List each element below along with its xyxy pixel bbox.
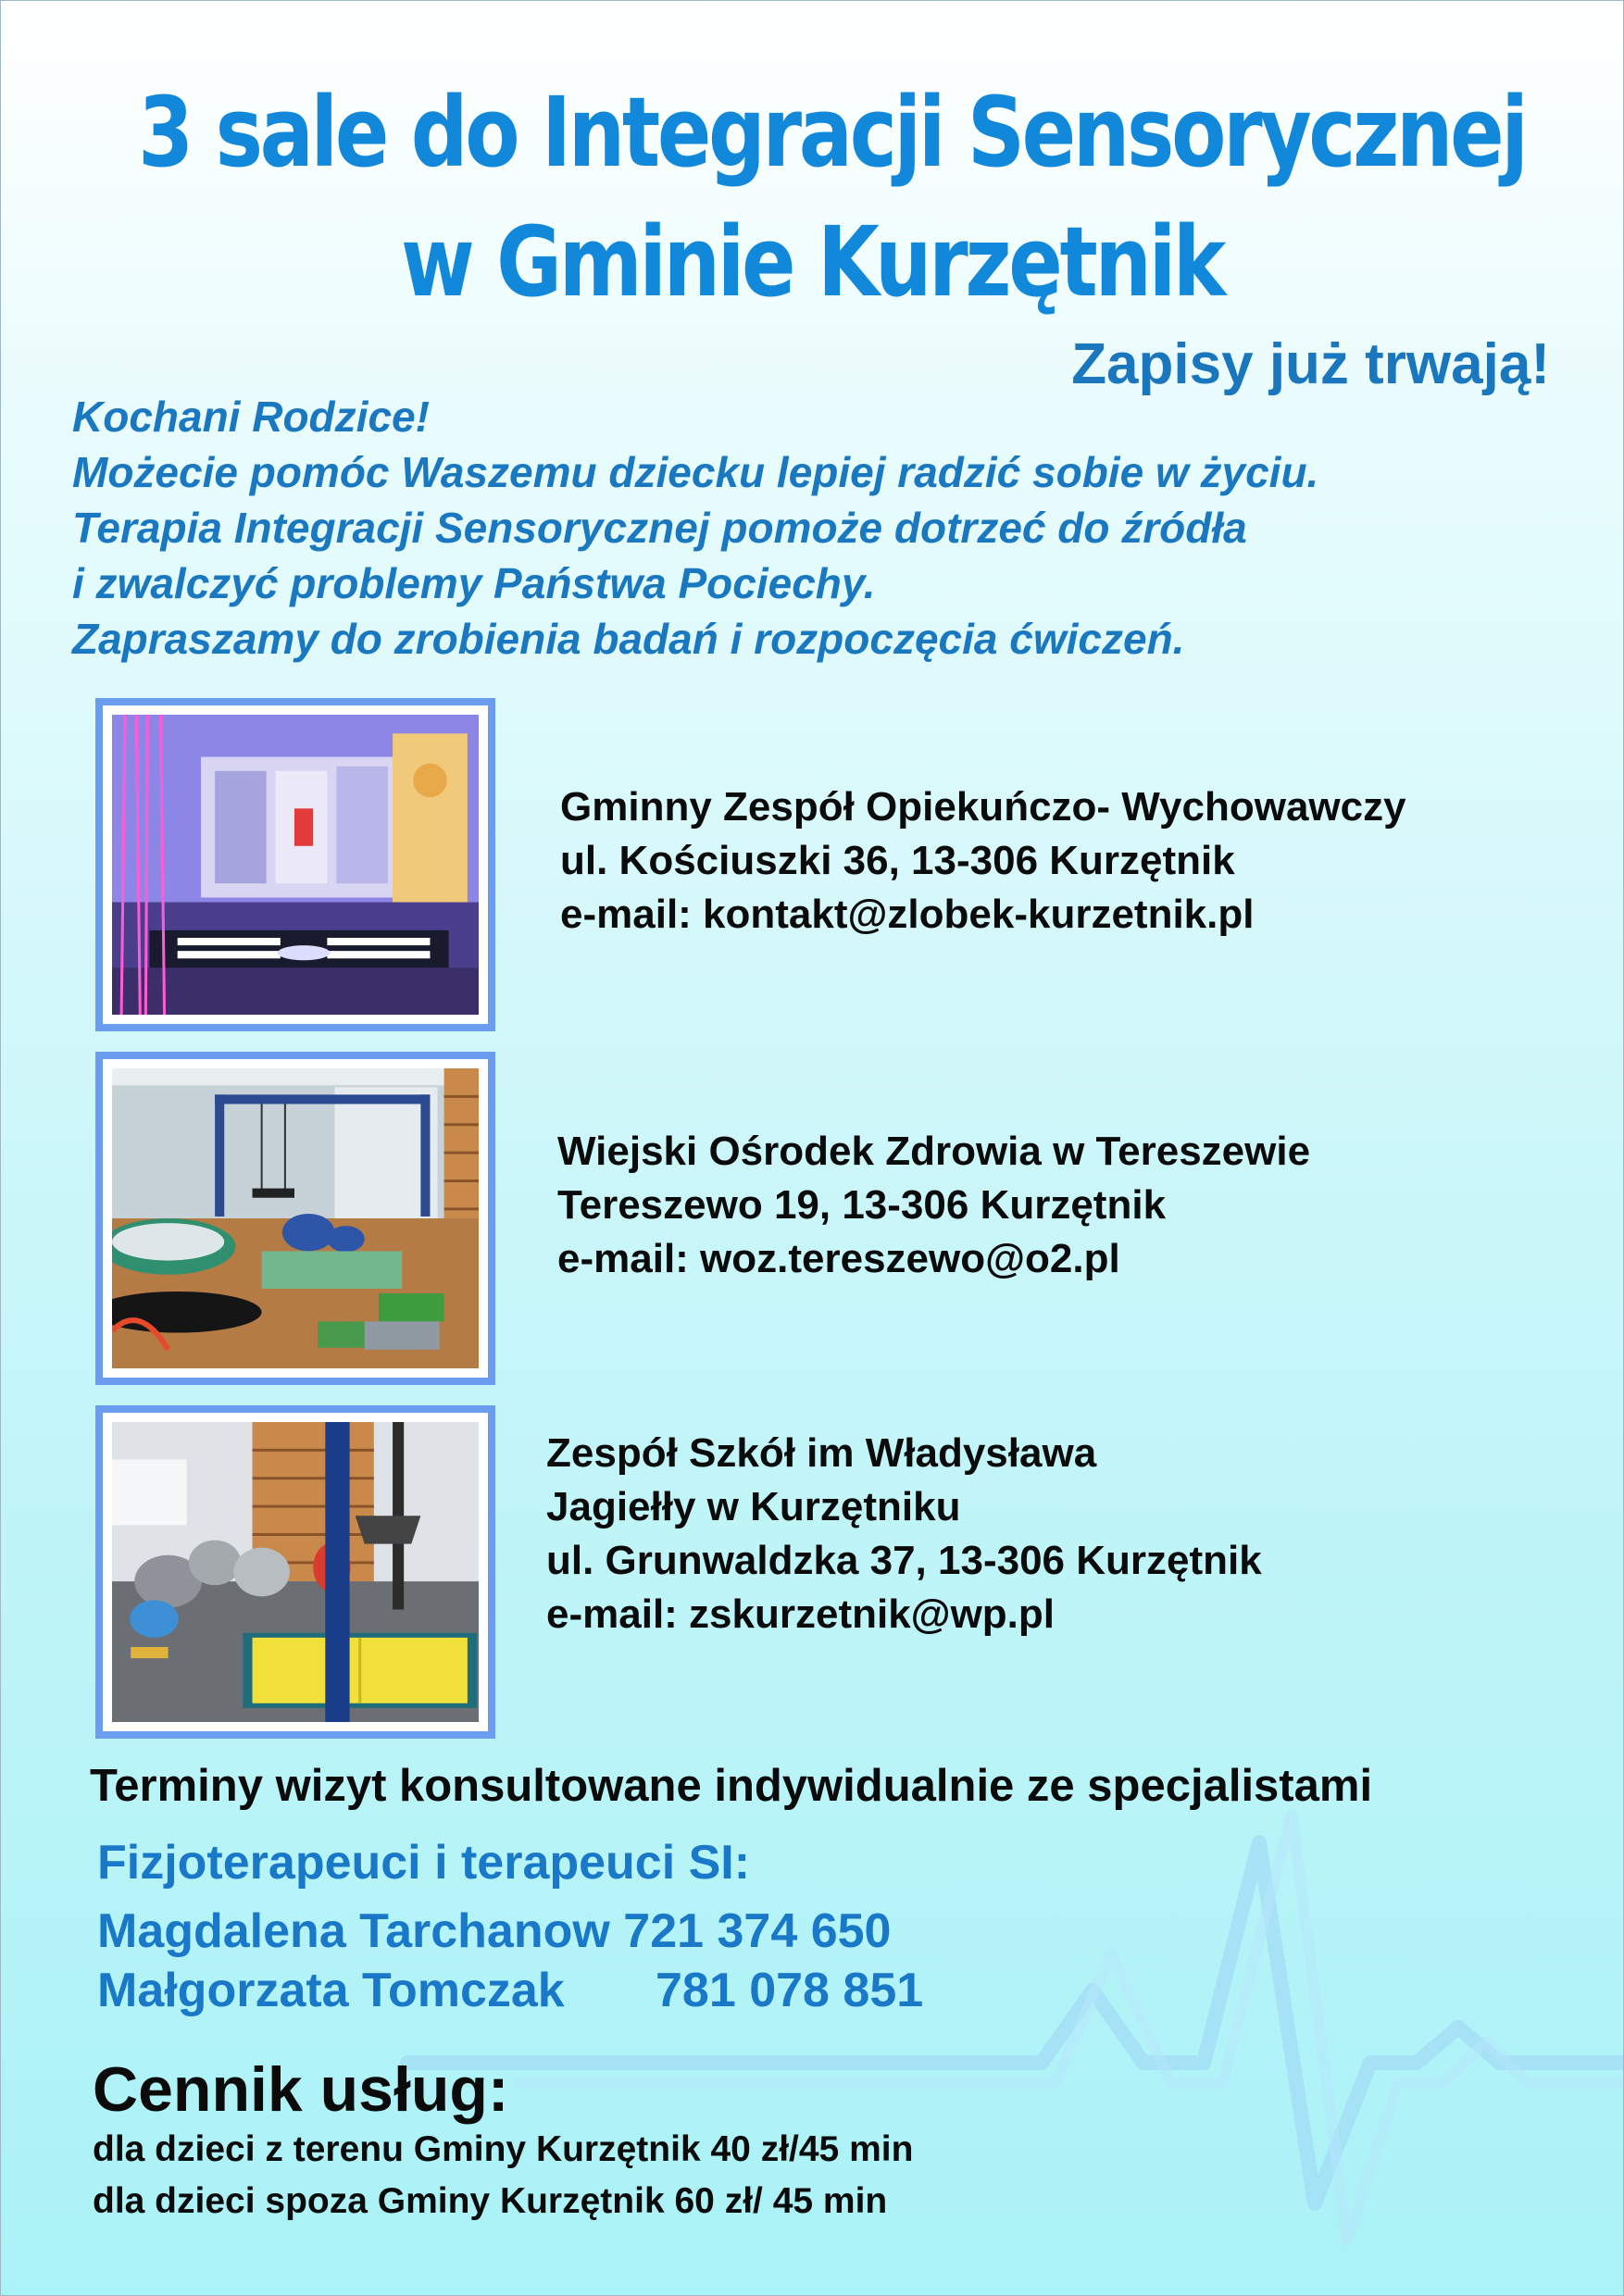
location-name: Gminny Zespół Opiekuńczo- Wychowawczy	[560, 784, 1406, 830]
location-name: Wiejski Ośrodek Zdrowia w Tereszewie	[557, 1129, 1311, 1174]
pricing-title: Cennik usług:	[93, 2054, 509, 2125]
price-local: dla dzieci z terenu Gminy Kurzętnik 40 zł/45 min	[93, 2129, 914, 2169]
therapist-contact	[97, 1963, 924, 2018]
location-zespol-szkol	[546, 1427, 1262, 1641]
location-email: e-mail: kontakt@zlobek-kurzetnik.pl	[560, 892, 1255, 937]
location-address: Tereszewo 19, 13-306 Kurzętnik	[557, 1182, 1167, 1228]
location-email: e-mail: zskurzetnik@wp.pl	[546, 1591, 1056, 1637]
location-zlobek	[560, 780, 1406, 942]
location-address: ul. Kościuszki 36, 13-306 Kurzętnik	[560, 838, 1235, 883]
page-title: 3 sale do Integracji Sensorycznej	[138, 76, 1526, 189]
photo-sensory-room-3	[95, 1405, 495, 1739]
intro-line: Terapia Integracji Sensorycznej pomoże dotrzeć do źródła	[72, 504, 1247, 552]
intro-line: Zapraszamy do zrobienia badań i rozpoczęcia ćwiczeń.	[72, 615, 1185, 663]
therapist-contact	[97, 1903, 891, 1959]
intro-greeting: Kochani Rodzice!	[72, 393, 430, 441]
enrollment-banner: Zapisy już trwają!	[1071, 332, 1550, 396]
location-address: ul. Grunwaldzka 37, 13-306 Kurzętnik	[546, 1538, 1262, 1583]
therapist-phone: 781 078 851	[656, 1964, 924, 2017]
location-email: e-mail: woz.tereszewo@o2.pl	[557, 1236, 1120, 1281]
therapist-phone: 721 374 650	[623, 1904, 892, 1958]
therapist-name: Magdalena Tarchanow	[97, 1904, 610, 1958]
location-tereszewo	[557, 1125, 1310, 1286]
location-name: Zespół Szkół im Władysława	[546, 1430, 1097, 1476]
therapists-title: Fizjoterapeuci i terapeuci SI:	[97, 1836, 751, 1890]
page-subtitle: w Gminie Kurzętnik	[401, 206, 1223, 318]
intro-line: i zwalczyć problemy Państwa Pociechy.	[72, 559, 876, 607]
price-nonlocal: dla dzieci spoza Gminy Kurzętnik 60 zł/ 45 min	[93, 2181, 888, 2221]
appointments-note: Terminy wizyt konsultowane indywidualnie ze specjalistami	[90, 1761, 1373, 1811]
therapist-name: Małgorzata Tomczak	[97, 1964, 565, 2017]
location-name: Jagiełły w Kurzętniku	[546, 1484, 961, 1529]
intro-text	[72, 389, 1318, 667]
photo-sensory-room-1	[95, 698, 495, 1031]
photo-sensory-room-2	[95, 1052, 495, 1385]
intro-line: Możecie pomóc Waszemu dziecku lepiej radzić sobie w życiu.	[72, 448, 1319, 496]
